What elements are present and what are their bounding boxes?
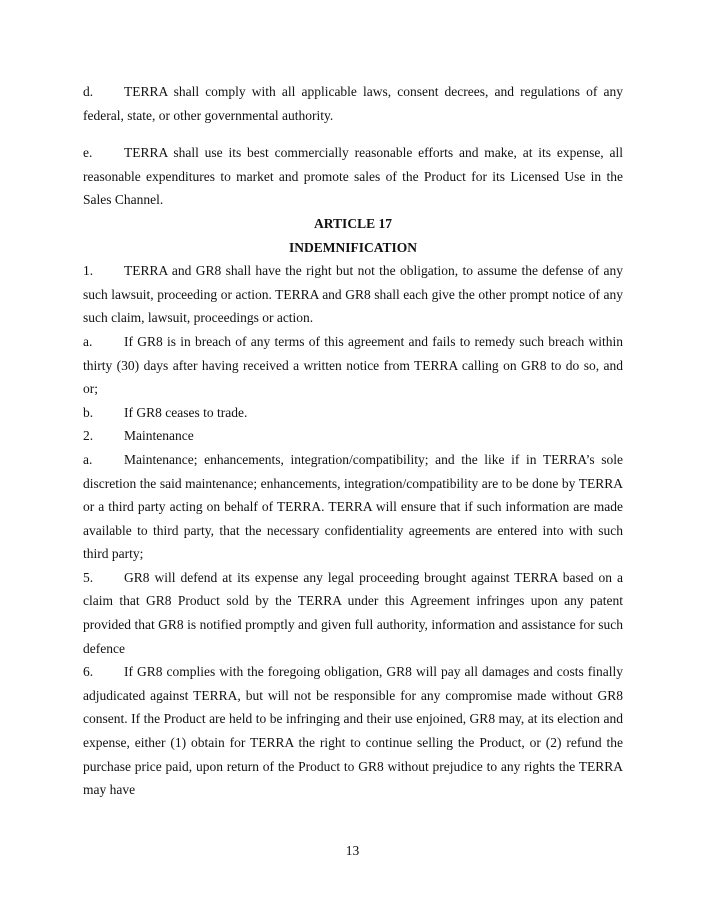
clause-number: d. [83,84,94,99]
clause-text: GR8 will defend at its expense any legal proceeding brought against TERRA based on a claim that GR8 Product sold by the TERRA under this Agreement infringes upon any patent provided that GR8 is notified promptly and given full authority, information and assistance for such defence [83,569,623,656]
clause-number: a. [83,451,93,467]
clause-6 [83,660,623,802]
clause-text: Maintenance [124,428,194,444]
clause-number: e. [83,145,93,161]
clause-number: a. [83,333,93,349]
clause-text: TERRA shall comply with all applicable laws, consent decrees, and regulations of any federal, state, or other governmental authority. [83,84,623,123]
page-number: 13 [345,843,360,858]
clause-text: If GR8 complies with the foregoing obligation, GR8 will pay all damages and costs finally adjudicated against TERRA, but will not be responsible for any compromise made without GR8 consent. If the Product are held to be infringing and their use enjoined, GR8 may, at its election and expense, either (1) obtain for TERRA the right to continue selling the Product, or (2) refund the purchase price paid, upon return of the Product to GR8 without prejudice to any rights the TERRA may have [83,664,623,798]
clause-text: If GR8 is in breach of any terms of this agreement and fails to remedy such breach within thirty (30) days after having received a written notice from TERRA calling on GR8 to do so, and or; [83,333,623,397]
clause-2 [83,424,623,448]
clause-2a [83,448,623,566]
clause-number: 6. [83,664,94,680]
clause-1 [83,259,623,330]
clause-1b [83,401,623,425]
clause-number: 2. [83,428,94,444]
clause-5 [83,566,623,660]
clause-number: 1. [83,263,94,279]
clause-text: Maintenance; enhancements, integration/compatibility; and the like if in TERRA’s sole discretion the said maintenance; enhancements, integration/compatibility are to be done by TERRA or a third party acting on behalf of TERRA. TERRA will ensure that if such information are made available to third party, that the necessary confidentiality agreements are entered into with such third party; [83,451,623,562]
clause-text: If GR8 ceases to trade. [124,404,248,420]
clause-1a [83,330,623,401]
article-title: INDEMNIFICATION [288,239,417,255]
document-page [83,80,623,802]
clause-e [83,141,623,212]
clause-text: TERRA and GR8 shall have the right but not the obligation, to assume the defense of any such lawsuit, proceeding or action. TERRA and GR8 shall each give the other prompt notice of any such claim, lawsuit, proceedings or action. [83,263,623,326]
clause-text: TERRA shall use its best commercially reasonable efforts and make, at its expense, all reasonable expenditures to market and promote sales of the Product for its Licensed Use in the Sales Channel. [83,145,623,208]
clause-number: 5. [83,569,94,585]
clause-number: b. [83,404,94,420]
article-number: ARTICLE 17 [314,215,392,231]
clause-d [83,80,623,127]
